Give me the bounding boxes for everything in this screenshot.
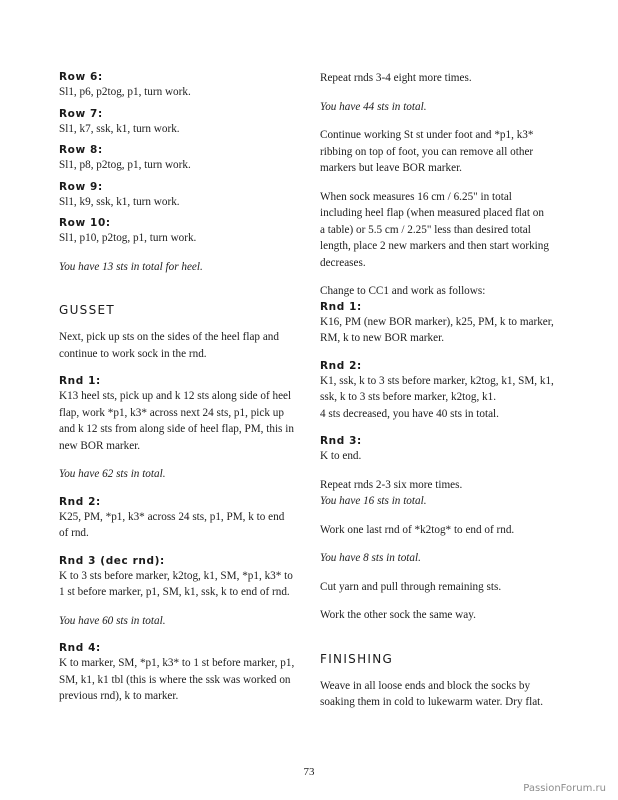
gusset-rnd3-label: Rnd 3 (dec rnd): [59, 554, 165, 567]
gusset-rnd1-label: Rnd 1: [59, 375, 101, 387]
row-label: Row 10: [59, 217, 111, 229]
last-rnd: Work one last rnd of *k2tog* to end of rnd. [320, 523, 515, 536]
total-8-note: You have 8 sts in total. [320, 552, 421, 564]
toe-rnd1-label: Rnd 1: [320, 300, 362, 313]
gusset-heading: GUSSET [59, 303, 116, 317]
row-8 [59, 143, 299, 174]
left-column [59, 70, 299, 705]
row-6 [59, 70, 299, 101]
row-text: Sl1, p6, p2tog, p1, turn work. [59, 86, 191, 98]
cut-yarn: Cut yarn and pull through remaining sts. [320, 580, 502, 593]
row-label: Row 6: [59, 71, 103, 83]
heel-total-note: You have 13 sts in total for heel. [59, 260, 203, 273]
row-text: Sl1, k9, ssk, k1, turn work. [59, 195, 180, 208]
row-label: Row 7: [59, 107, 103, 120]
gusset-rnd4-text: K to marker, SM, *p1, k3* to 1 st before marker, p1, SM, k1, k1 tbl (this is where the ssk was worked on previous rnd), k to marker. [59, 657, 295, 702]
row-7 [59, 107, 299, 138]
sock-measures: When sock measures 16 cm / 6.25" in total including heel flap (when measured placed flat on a table) or 5.5 cm / 2.25" less than desired total length, place 2 new markers and then start working decreases. [320, 190, 549, 269]
toe-rnd1-text: K16, PM (new BOR marker), k25, PM, k to marker, RM, k to new BOR marker. [320, 315, 554, 344]
row-label: Row 8: [59, 144, 103, 156]
gusset-rnd4-label: Rnd 4: [59, 642, 101, 654]
total-44-note: You have 44 sts in total. [320, 100, 427, 113]
right-column [320, 70, 565, 711]
continue-st-st: Continue working St st under foot and *p1, k3* ribbing on top of foot, you can remove all other markers but leave BOR marker. [320, 129, 534, 174]
watermark: PassionForum.ru [523, 783, 606, 794]
toe-rnd3-label: Rnd 3: [320, 435, 362, 447]
finishing-text: Weave in all loose ends and block the socks by soaking them in cold to lukewarm water. Dry flat. [320, 679, 544, 708]
repeat-rnds-3-4: Repeat rnds 3-4 eight more times. [320, 72, 472, 84]
finishing-heading: FINISHING [320, 651, 394, 666]
row-text: Sl1, p8, p2tog, p1, turn work. [59, 159, 191, 171]
page-number: 73 [303, 766, 315, 778]
total-16-note: You have 16 sts in total. [320, 495, 427, 507]
gusset-rnd1-text: K13 heel sts, pick up and k 12 sts along side of heel flap, work *p1, k3* across next 24 sts, p1, pick up and k 12 sts from along side of heel flap, PM, this in new BOR marker. [59, 390, 294, 452]
gusset-rnd2-text: K25, PM, *p1, k3* across 24 sts, p1, PM, k to end of rnd. [59, 510, 285, 539]
row-9 [59, 180, 299, 211]
row-10 [59, 216, 299, 247]
gusset-intro: Next, pick up sts on the sides of the heel flap and continue to work sock in the rnd. [59, 331, 279, 360]
total-60-note: You have 60 sts in total. [59, 614, 166, 627]
repeat-rnds-2-3: Repeat rnds 2-3 six more times. [320, 478, 463, 491]
toe-rnd2-label: Rnd 2: [320, 359, 362, 372]
total-62-note: You have 62 sts in total. [59, 468, 166, 480]
row-text: Sl1, p10, p2tog, p1, turn work. [59, 232, 197, 244]
toe-rnd3-text: K to end. [320, 450, 362, 462]
row-label: Row 9: [59, 180, 103, 193]
other-sock: Work the other sock the same way. [320, 609, 476, 621]
toe-rnd2-text: K1, ssk, k to 3 sts before marker, k2tog, k1, SM, k1, ssk, k to 3 sts before marker, k2tog, k1. 4 sts decreased, you have 40 sts in total. [320, 374, 554, 420]
change-to-cc1: Change to CC1 and work as follows: [320, 285, 486, 297]
row-text: Sl1, k7, ssk, k1, turn work. [59, 122, 180, 135]
gusset-rnd3-text: K to 3 sts before marker, k2tog, k1, SM, *p1, k3* to 1 st before marker, p1, SM, k1, ssk, k to end of rnd. [59, 569, 293, 598]
gusset-rnd2-label: Rnd 2: [59, 495, 101, 508]
